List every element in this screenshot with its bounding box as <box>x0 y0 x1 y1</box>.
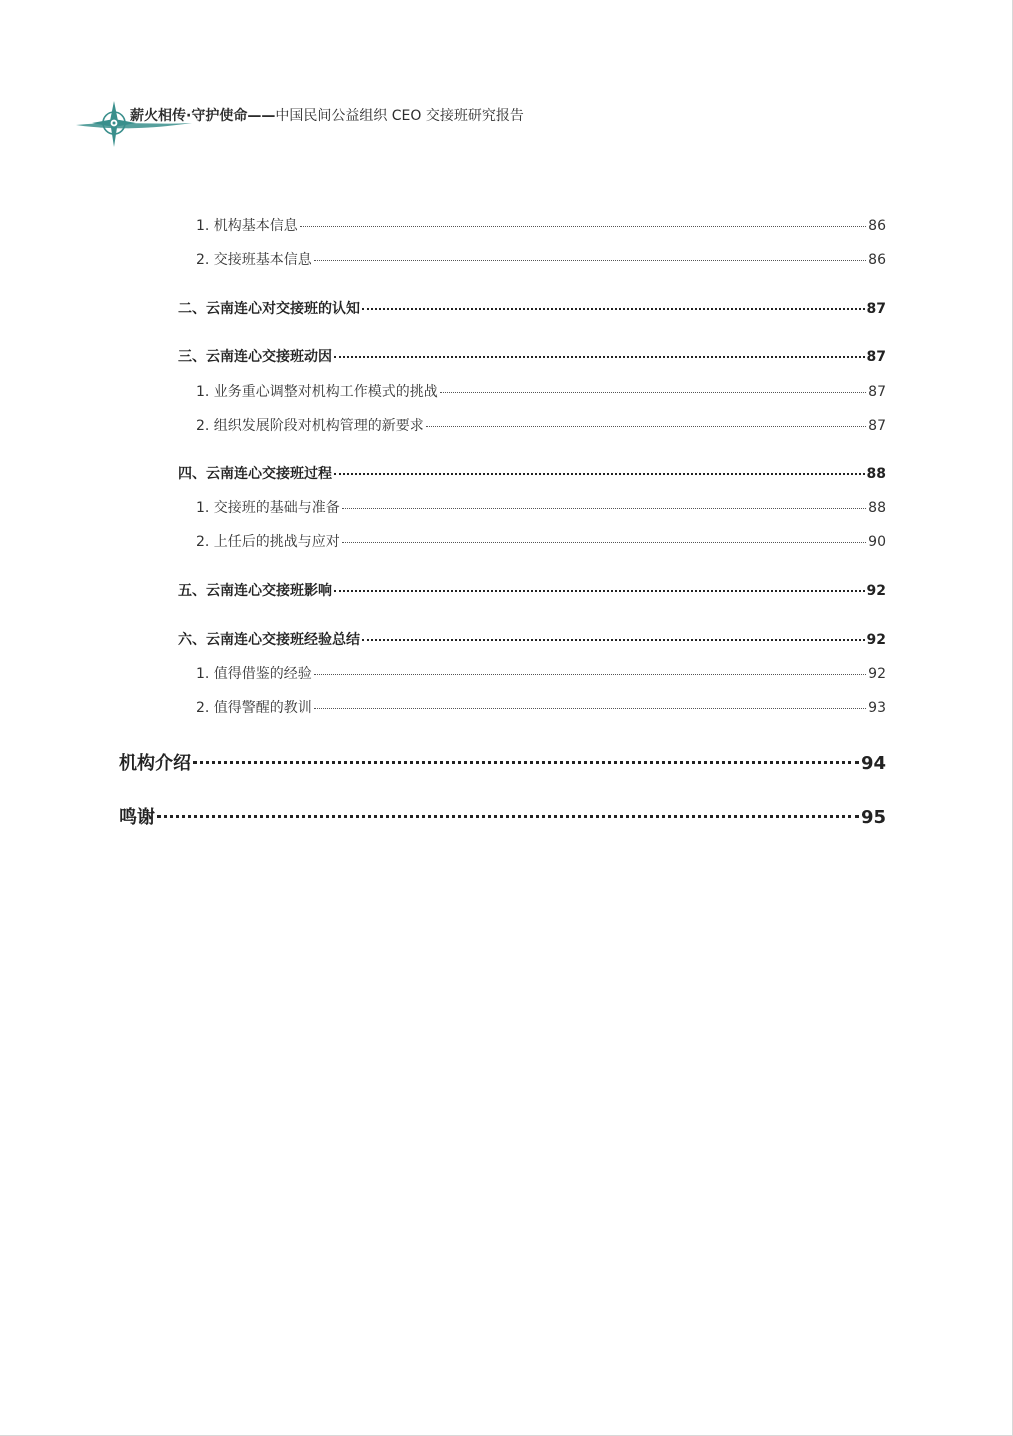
toc-entry-label: 2. 值得警醒的教训 <box>196 700 312 716</box>
dot-leader <box>342 542 866 543</box>
toc-entry-label: 2. 交接班基本信息 <box>196 252 312 268</box>
toc-entry-label: 1. 值得借鉴的经验 <box>196 666 312 682</box>
dot-leader <box>300 226 866 227</box>
toc-section-label: 三、云南连心交接班动因 <box>178 349 332 365</box>
dot-leader <box>426 426 866 427</box>
toc-entry[interactable] <box>196 497 886 517</box>
toc-section[interactable] <box>178 298 886 318</box>
toc-section-page: 92 <box>866 583 886 599</box>
dot-leader <box>157 815 859 818</box>
toc-entry[interactable] <box>196 697 886 717</box>
dot-leader <box>314 260 866 261</box>
toc-section[interactable] <box>178 463 886 483</box>
toc-chapter-label: 机构介绍 <box>119 753 191 774</box>
toc-chapter-page: 94 <box>860 753 886 774</box>
toc-section[interactable] <box>178 629 886 649</box>
toc-entry-label: 2. 组织发展阶段对机构管理的新要求 <box>196 418 424 434</box>
dot-leader <box>193 761 859 764</box>
dot-leader <box>334 356 865 358</box>
toc-entry[interactable] <box>196 215 886 235</box>
toc-entry-page: 92 <box>868 666 886 682</box>
toc-entry-label: 1. 业务重心调整对机构工作模式的挑战 <box>196 384 438 400</box>
dot-leader <box>334 473 865 475</box>
dot-leader <box>314 708 866 709</box>
toc-entry-page: 90 <box>868 534 886 550</box>
dot-leader <box>342 508 866 509</box>
toc-section-page: 87 <box>866 349 886 365</box>
toc-entry-page: 87 <box>868 418 886 434</box>
toc-section-label: 六、云南连心交接班经验总结 <box>178 632 360 648</box>
toc-section-page: 92 <box>866 632 886 648</box>
toc-chapter[interactable] <box>119 803 886 829</box>
dot-leader <box>440 392 866 393</box>
toc-entry-page: 86 <box>868 252 886 268</box>
header-title-sub: 中国民间公益组织 CEO 交接班研究报告 <box>275 108 524 124</box>
toc-section[interactable] <box>178 346 886 366</box>
toc-chapter[interactable] <box>119 749 886 775</box>
toc-entry[interactable] <box>196 663 886 683</box>
dot-leader <box>334 590 865 592</box>
toc-entry-page: 88 <box>868 500 886 516</box>
dot-leader <box>362 308 865 310</box>
toc-entry[interactable] <box>196 531 886 551</box>
toc-entry-page: 93 <box>868 700 886 716</box>
toc-entry-label: 1. 机构基本信息 <box>196 218 298 234</box>
toc-section-label: 二、云南连心对交接班的认知 <box>178 301 360 317</box>
toc-section-page: 88 <box>866 466 886 482</box>
toc-entry-label: 2. 上任后的挑战与应对 <box>196 534 340 550</box>
toc-entry-page: 86 <box>868 218 886 234</box>
dot-leader <box>314 674 866 675</box>
toc-entry-label: 1. 交接班的基础与准备 <box>196 500 340 516</box>
toc-entry[interactable] <box>196 249 886 269</box>
dot-leader <box>362 639 865 641</box>
toc-section-label: 四、云南连心交接班过程 <box>178 466 332 482</box>
toc-chapter-page: 95 <box>860 807 886 828</box>
toc-chapter-label: 鸣谢 <box>119 807 155 828</box>
toc-section-label: 五、云南连心交接班影响 <box>178 583 332 599</box>
running-header <box>0 95 1013 155</box>
toc-section-page: 87 <box>866 301 886 317</box>
toc-entry-page: 87 <box>868 384 886 400</box>
toc-entry[interactable] <box>196 381 886 401</box>
toc-entry[interactable] <box>196 415 886 435</box>
header-title-main: 薪火相传·守护使命—— <box>130 108 276 124</box>
header-title <box>130 105 524 125</box>
toc-section[interactable] <box>178 580 886 600</box>
